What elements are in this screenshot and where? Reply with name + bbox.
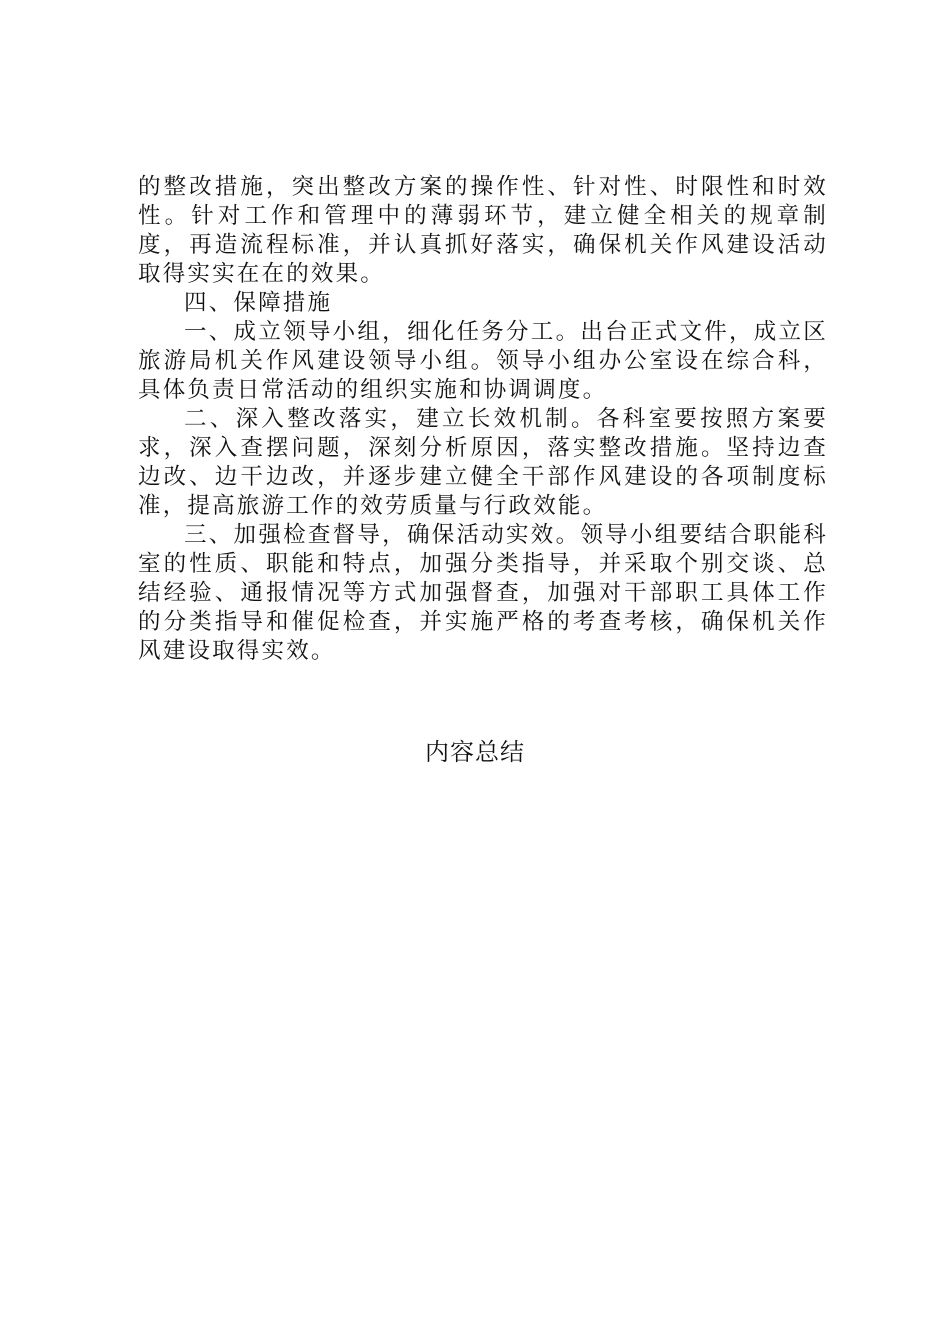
paragraph-measure-2: 二、深入整改落实，建立长效机制。各科室要按照方案要求，深入查摆问题，深刻分析原因，落实整改措施。坚持边查边改、边干边改，并逐步建立健全干部作风建设的各项制度标准，提高旅游工作的效劳质量与行政效能。: [138, 406, 828, 519]
section-heading-safeguards: 四、保障措施: [184, 290, 333, 316]
paragraph-continuation: 的整改措施，突出整改方案的操作性、针对性、时限性和时效性。针对工作和管理中的薄弱环节，建立健全相关的规章制度，再造流程标准，并认真抓好落实，确保机关作风建设活动取得实实在在的效果。: [138, 174, 828, 287]
document-body: [138, 173, 828, 666]
paragraph-measure-1: 一、成立领导小组，细化任务分工。出台正式文件，成立区旅游局机关作风建设领导小组。领导小组办公室设在综合科，具体负责日常活动的组织实施和协调调度。: [138, 319, 828, 403]
paragraph-measure-3: 三、加强检查督导，确保活动实效。领导小组要结合职能科室的性质、职能和特点，加强分类指导，并采取个别交谈、总结经验、通报情况等方式加强督查，加强对干部职工具体工作的分类指导和催促检查，并实施严格的考查考核，确保机关作风建设取得实效。: [138, 522, 828, 664]
summary-title: 内容总结: [425, 738, 525, 766]
